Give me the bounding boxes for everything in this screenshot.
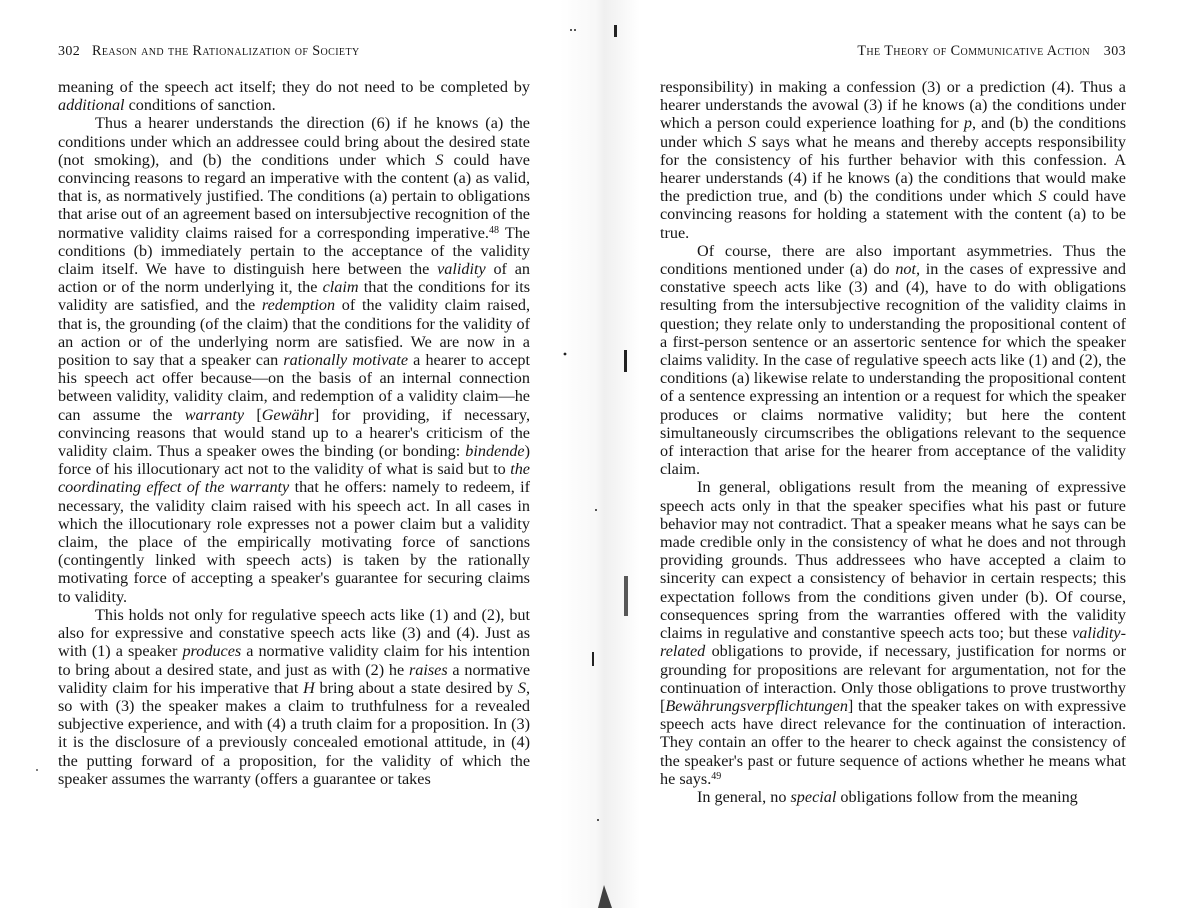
italic-text: produces [182, 642, 242, 661]
paragraph [660, 242, 1126, 479]
text-run: bring about a state desired by [314, 678, 518, 697]
text-run: conditions of sanction. [124, 96, 276, 115]
italic-text: S [517, 678, 526, 697]
text-run: a normative validity claim for his imperative that [58, 660, 531, 697]
italic-text: S [747, 132, 757, 151]
text-run: of the validity claim raised, that is, the grounding (of the claim) that the conditions for the validity of an action or of the underlying norm are satisfied. We are now in a position to say that a speaker can [58, 296, 530, 370]
paragraph [660, 788, 1126, 806]
italic-text: claim [322, 278, 359, 297]
footnote-ref: 49 [711, 770, 722, 782]
speck [592, 652, 594, 666]
paragraph [58, 606, 530, 788]
italic-text: rationally motivate [283, 351, 409, 370]
text-run: a normative validity claim for his intention to bring about a desired state, and just as with (2) he [58, 642, 530, 679]
speck [564, 353, 567, 356]
italic-text: Bewährungsverpflichtungen [665, 696, 848, 715]
right-page [660, 0, 1126, 908]
italic-text: warranty [184, 405, 245, 424]
paragraph [660, 78, 1126, 242]
speck [597, 819, 599, 821]
text-run: responsibility) in making a confession (3) or a prediction (4). Thus a hearer understands the avowal (3) if he knows (a) the conditions under which a person could experience loathing for [660, 78, 1126, 133]
italic-text: H [303, 678, 315, 697]
text-run: , and (b) the conditions under which [660, 114, 1126, 151]
text-run: could have convincing reasons to regard an imperative with the content (a) as valid, that is, as normatively justified. The conditions (a) pertain to obligations that arise out of an agreement based on intersubjective recognition of the normative validity claims raised for a corresponding imperative. [58, 150, 530, 242]
italic-text: not, [895, 260, 921, 279]
speck [574, 29, 576, 31]
speck [614, 25, 617, 37]
text-run: Thus a hearer understands the direction (6) if he knows (a) the conditions under which an addressee could bring about the desired state (not smoking), and (b) the conditions under which [58, 114, 530, 169]
text-run: of an action or of the norm underlying it, the [58, 260, 530, 297]
text-run: ] for providing, if necessary, convincing reasons that would stand up to a hearer's criticism of the validity claim. Thus a speaker owes the binding (or bonding: [58, 405, 530, 461]
italic-text: redemption [261, 296, 336, 315]
text-run: says what he means and thereby accepts responsibility for the consistency of his further behavior with this confession. A hearer understands (4) if he knows (a) the conditions that would make the prediction true, and (b) the conditions under which [660, 132, 1126, 206]
paragraph [58, 114, 530, 605]
speck [570, 29, 572, 31]
text-run: This holds not only for regulative speech acts like (1) and (2), but also for expressive and constative speech acts like (3) and (4). Just as with (1) a speaker [58, 605, 530, 661]
text-run: ) force of his illocutionary act not to the validity of what is said but to [58, 442, 530, 479]
text-run: obligations to provide, if necessary, justification for norms or grounding for propositions are relevant for argumentation, not for the continuation of interaction. Only those obligations to prove trustworthy [ [660, 642, 1126, 715]
book-gutter [560, 0, 640, 908]
italic-text: additional [58, 96, 125, 115]
text-run: that he offers: namely to redeem, if necessary, the validity claim raised with his speech act. In all cases in which the illocutionary role expresses not a power claim but a validity claim, the place of the empirically motivating force of sanctions (contingently linked with speech acts) is taken by the rationally motivating force of accepting a speaker's guarantee for securing claims to validity. [58, 478, 530, 606]
italic-text: raises [408, 660, 448, 679]
footnote-ref: 48 [488, 224, 499, 236]
right-page-number: 303 [1103, 44, 1126, 59]
speck [624, 350, 627, 372]
text-run: Of course, there are also important asymmetries. Thus the conditions mentioned under (a) do [660, 241, 1126, 279]
paragraph [58, 78, 530, 114]
speck [598, 885, 612, 908]
speck [624, 576, 628, 616]
italic-text: Gewähr [261, 405, 314, 424]
text-run: In general, no [697, 787, 791, 806]
italic-text: S [435, 150, 444, 169]
right-running-head [660, 43, 1126, 60]
text-run: , so with (3) the speaker makes a claim to truthfulness for a revealed subjective experience, and with (4) a truth claim for a proposition. In (3) it is the disclosure of a previously concealed emotional attitude, in (4) the putting forward of a proposition, for the validity of which the speaker assumes the warranty (offers a guarantee or takes [58, 678, 531, 788]
text-run: In general, obligations result from the meaning of expressive speech acts only in that the speaker specifies what his past or future behavior may not contradict. That a speaker means what he says can be made credible only in the consistency of what he does and not through providing grounds. Thus addressees who have accepted a claim to sincerity can expect a consistency of behavior in certain respects; this expectation follows from the conditions given under (b). Of course, consequences spring from the warranties offered with the validity claims in regulative and constantive speech acts too; but these [660, 478, 1126, 643]
text-run: could have convincing reasons for holding a statement with the content (a) to be true. [660, 187, 1126, 242]
text-run: ] that the speaker takes on with expressive speech acts have direct relevance for the continuation of interaction. They contain an offer to the hearer to check against the consistency of the speaker's past or future sequence of actions whether he means what he says. [660, 696, 1126, 788]
text-run: a hearer to accept his speech act offer because—on the basis of an internal connection between validity, validity claim, and redemption of a validity claim—he can assume the [58, 351, 530, 424]
italic-text: validity [437, 260, 486, 279]
text-run: obligations follow from the meaning [836, 787, 1078, 806]
right-body-text [660, 78, 1126, 806]
left-page-number: 302 [58, 44, 81, 59]
paragraph [660, 478, 1126, 787]
italic-text: S [1038, 187, 1047, 206]
speck [36, 769, 38, 771]
text-run: in the cases of expressive and constative speech acts like (3) and (4), have to do with obligations resulting from the intersubjective recognition of the validity claims in question; they relate only to understanding the propositional content of a first-person sentence or an assertoric sentence for which the speaker claims validity. In the case of regulative speech acts like (1) and (2), the conditions (a) likewise relate to understanding the propositional content of a sentence expressing an intention or a request for which the speaker produces or claims normative validity; but here the content simultaneously circumscribes the obligations relevant to the sequence of interaction that arise for the hearer from acceptance of the validity claim. [660, 260, 1126, 479]
left-running-head [58, 43, 530, 60]
italic-text: p [963, 114, 972, 133]
text-run: that the conditions for its validity are satisfied, and the [58, 278, 530, 315]
italic-text: special [790, 787, 837, 806]
text-run: [ [244, 405, 262, 424]
text-run: meaning of the speech act itself; they do not need to be completed by [58, 78, 530, 96]
italic-text: the coordinating effect of the warranty [58, 460, 530, 497]
left-running-title: Reason and the Rationalization of Society [91, 43, 360, 59]
italic-text: bindende [465, 442, 525, 461]
text-run: The conditions (b) immediately pertain to the acceptance of the validity claim itself. We have to distinguish here between the [58, 223, 530, 279]
left-body-text [58, 78, 530, 788]
speck [595, 509, 597, 511]
italic-text: validity-related [660, 624, 1126, 661]
left-page [58, 0, 530, 908]
right-running-title: The Theory of Communicative Action [857, 43, 1091, 59]
